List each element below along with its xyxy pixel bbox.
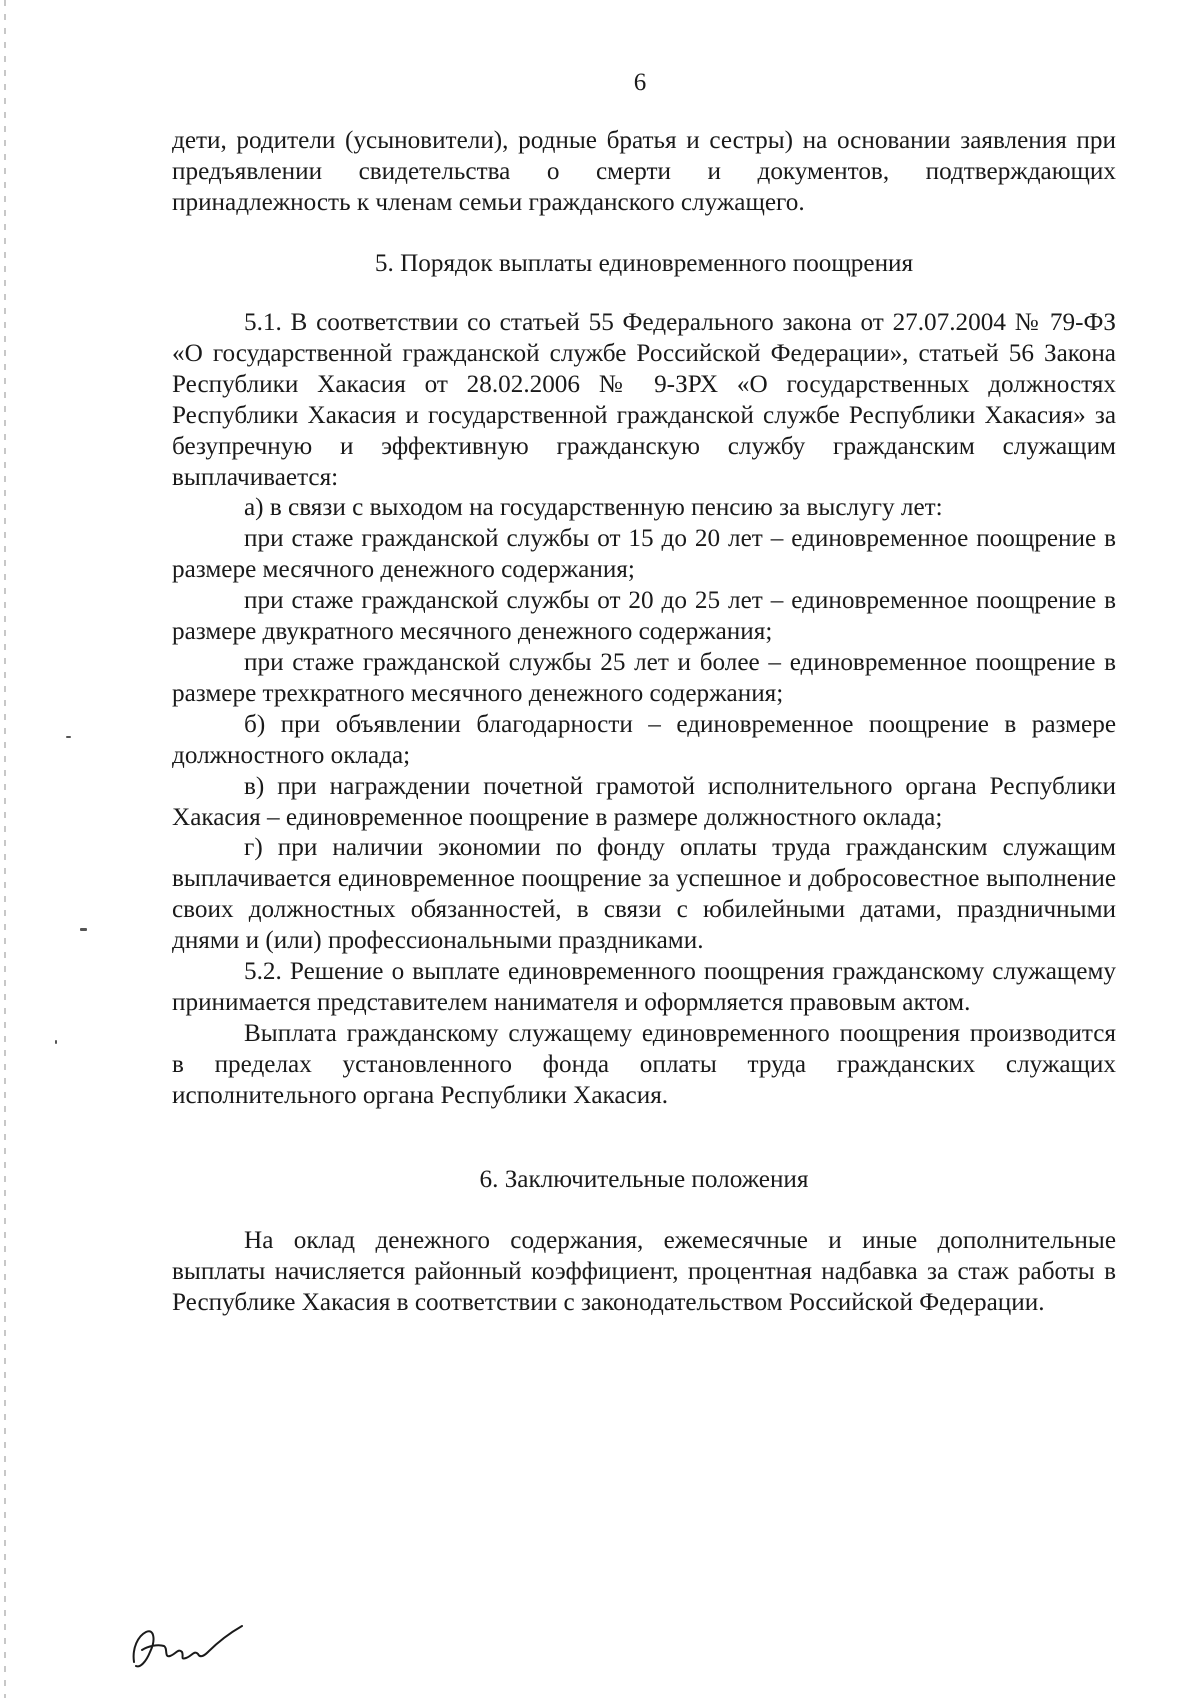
paragraph-final: На оклад денежного содержания, ежемесячные и иные дополнительные выплаты начисляется районный коэффициент, процентная надбавка за стаж работы в Республике Хакасия в соответствии с законодательством Российской Федерации.	[172, 1227, 1116, 1316]
paragraph-20-25-years: при стаже гражданской службы от 20 до 25 лет – единовременное поощрение в размере двукратного месячного денежного содержания;	[172, 587, 1116, 646]
paragraph-25-plus-years: при стаже гражданской службы 25 лет и более – единовременное поощрение в размере трехкратного месячного денежного содержания;	[172, 648, 1116, 707]
section-5-body	[172, 308, 1116, 1112]
handwritten-signature-icon	[124, 1610, 274, 1680]
intro-text-block	[172, 126, 1116, 219]
section-5-heading: 5. Порядок выплаты единовременного поощрения	[374, 250, 914, 277]
paragraph-item-g: г) при наличии экономии по фонду оплаты труда гражданским служащим выплачивается единовременное поощрение за успешное и добросовестное выполнение своих должностных обязанностей, в связи с юбилейными датами, праздничными днями и (или) профессиональными праздниками.	[172, 834, 1116, 955]
paragraph-payment: Выплата гражданскому служащему единовременного поощрения производится в пределах установленного фонда оплаты труда гражданских служащих исполнительного органа Республики Хакасия.	[172, 1019, 1116, 1109]
paragraph-item-a: а) в связи с выходом на государственную пенсию за выслугу лет:	[244, 494, 943, 522]
paragraph-5-1: 5.1. В соответствии со статьей 55 Федерального закона от 27.07.2004 № 79-ФЗ «О государственной гражданской службе Российской Федерации», статьей 56 Закона Республики Хакасия от 28.02.2006 № 9-ЗРХ «О государственных должностях Республики Хакасия и государственной гражданской службе Республики Хакасия» за безупречную и эффективную гражданскую службу гражданским служащим выплачивается:	[172, 309, 1116, 491]
scan-speck	[80, 928, 87, 931]
paragraph-15-20-years: при стаже гражданской службы от 15 до 20 лет – единовременное поощрение в размере месячного денежного содержания;	[172, 525, 1116, 584]
intro-paragraph: дети, родители (усыновители), родные братья и сестры) на основании заявления при предъявлении свидетельства о смерти и документов, подтверждающих принадлежность к членам семьи гражданского служащего.	[172, 127, 1116, 216]
section-6-heading: 6. Заключительные положения	[479, 1166, 809, 1193]
paragraph-5-2: 5.2. Решение о выплате единовременного поощрения гражданскому служащему принимается представителем нанимателя и оформляется правовым актом.	[172, 958, 1116, 1016]
paragraph-item-v: в) при награждении почетной грамотой исполнительного органа Республики Хакасия – единовременное поощрение в размере должностного оклада;	[172, 772, 1116, 831]
paragraph-item-b: б) при объявлении благодарности – единовременное поощрение в размере должностного оклада;	[172, 710, 1116, 769]
scan-speck	[55, 1040, 57, 1044]
scan-speck	[66, 736, 71, 738]
section-6-body	[172, 1226, 1116, 1319]
scan-edge-marks	[4, 0, 6, 1698]
page-number: 6	[633, 69, 647, 96]
